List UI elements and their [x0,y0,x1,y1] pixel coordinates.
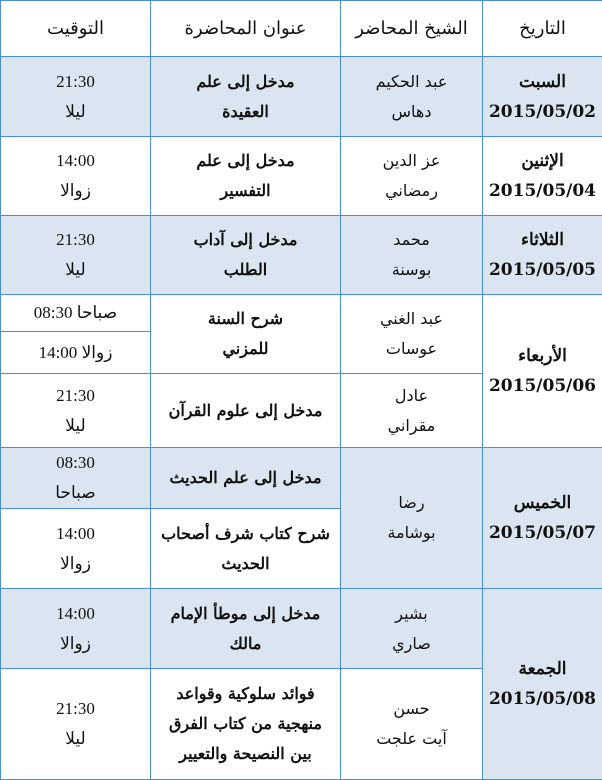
sheikh-cell: رضا بوشامة [341,448,483,589]
time-cell: 14:00 زوالا [1,589,151,669]
lecture-title-cell: مدخل إلى علم التفسير [151,137,341,216]
lecture-title-cell: فوائد سلوكية وقواعد منهجية من كتاب الفرق بين النصيحة والتعيير [151,669,341,780]
sheikh-cell: بشير صاري [341,589,483,669]
sheikh-cell: عز الدين رمضاني [341,137,483,216]
table-row [1,295,602,332]
table-row [1,57,602,137]
time-cell: 21:30 ليلا [1,57,151,137]
date-cell: الجمعة 2015/05/08 [483,589,602,780]
sheikh-cell: محمد بوسنة [341,216,483,295]
lecture-title-cell: مدخل إلى موطأ الإمام مالك [151,589,341,669]
time-cell: 21:30 ليلا [1,374,151,448]
header-sheikh: الشيخ المحاضر [341,1,483,57]
time-cell: 21:30 ليلا [1,216,151,295]
table-row [1,137,602,216]
time-cell: 14:00 زوالا [1,332,151,374]
date-cell: الخميس 2015/05/07 [483,448,602,589]
time-cell: 08:30 صباحا [1,295,151,332]
time-cell: 14:00 زوالا [1,137,151,216]
date-cell: السبت 2015/05/02 [483,57,602,137]
header-time: التوقيت [1,1,151,57]
header-date: التاريخ [483,1,602,57]
table-row [1,589,602,669]
date-cell: الإثنين 2015/05/04 [483,137,602,216]
date-cell: الأربعاء 2015/05/06 [483,295,602,448]
header-title: عنوان المحاضرة [151,1,341,57]
lecture-title-cell: مدخل إلى علم العقيدة [151,57,341,137]
lecture-title-cell: شرح السنة للمزني [151,295,341,374]
time-cell: 21:30 ليلا [1,669,151,780]
sheikh-cell: عبد الغني عوسات [341,295,483,374]
sheikh-cell: عبد الحكيم دهاس [341,57,483,137]
time-cell: 14:00 زوالا [1,509,151,589]
table-row [1,448,602,509]
lecture-title-cell: شرح كتاب شرف أصحاب الحديث [151,509,341,589]
time-cell: 08:30 صباحا [1,448,151,509]
lecture-title-cell: مدخل إلى علم الحديث [151,448,341,509]
lecture-title-cell: مدخل إلى آداب الطلب [151,216,341,295]
sheikh-cell: حسن آيت علجت [341,669,483,780]
date-cell: الثلاثاء 2015/05/05 [483,216,602,295]
header-row [1,1,602,57]
lecture-title-cell: مدخل إلى علوم القرآن [151,374,341,448]
sheikh-cell: عادل مقراني [341,374,483,448]
table-row [1,216,602,295]
